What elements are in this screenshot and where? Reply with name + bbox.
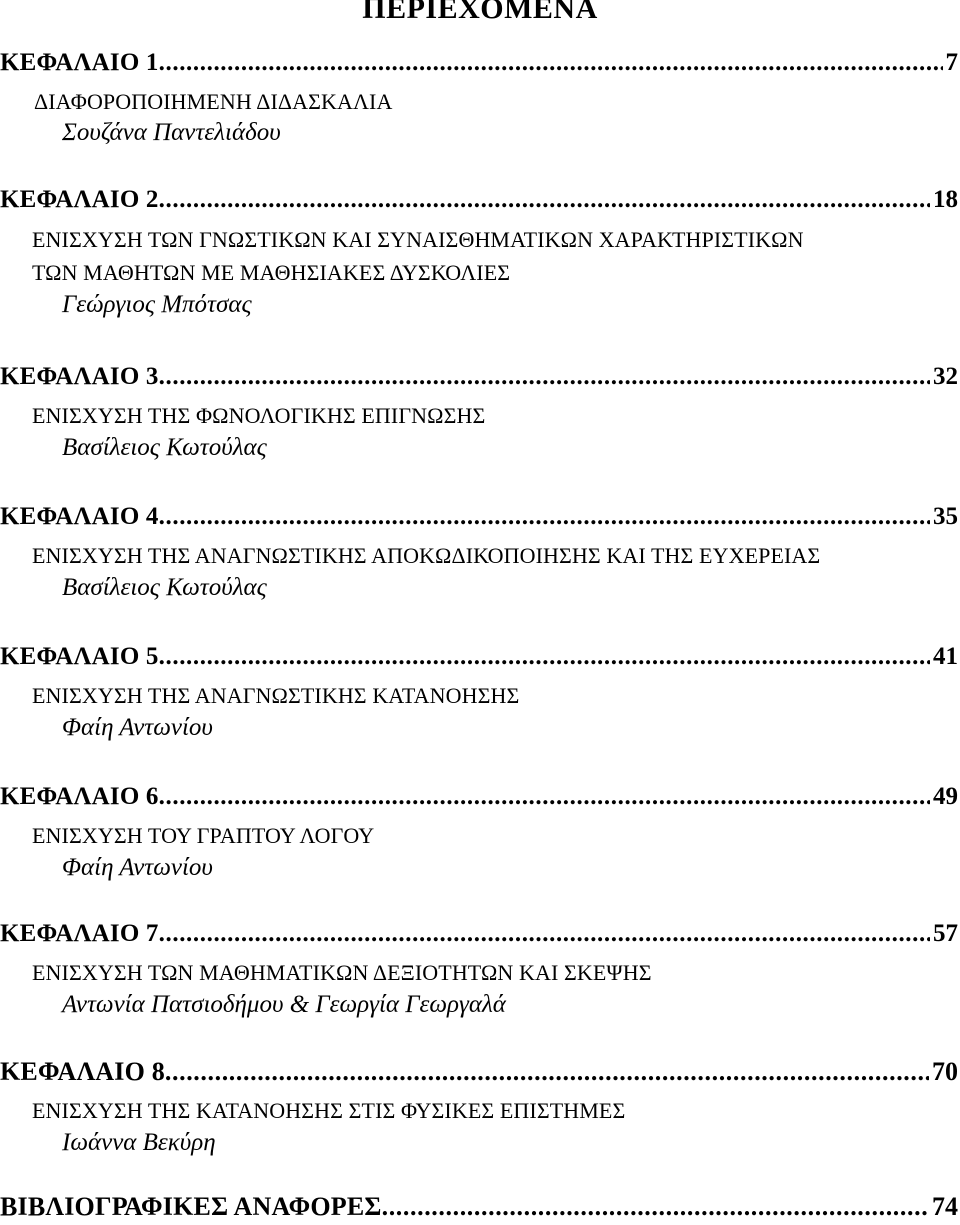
chapter-line-5[interactable] bbox=[0, 642, 958, 672]
chapter-author-3: Βασίλειος Κωτούλας bbox=[62, 434, 267, 461]
page-number-5: 41 bbox=[933, 643, 958, 670]
chapter-subtitle-1: ΔΙΑΦΟΡΟΠΟΙΗΜΕΝΗ ΔΙΔΑΣΚΑΛΙΑ bbox=[34, 89, 393, 114]
page-number-8: 70 bbox=[932, 1057, 958, 1086]
toc-entry-2 bbox=[0, 185, 960, 321]
dot-leader-3 bbox=[159, 362, 930, 392]
chapter-author-5: Φαίη Αντωνίου bbox=[62, 714, 213, 741]
chapter-subtitle-2-line-2: ΤΩΝ ΜΑΘΗΤΩΝ ΜΕ ΜΑΘΗΣΙΑΚΕΣ ΔΥΣΚΟΛΙΕΣ bbox=[32, 260, 511, 285]
chapter-label-4: ΚΕΦΑΛΑΙΟ 4 bbox=[0, 503, 159, 530]
toc-entry-3 bbox=[0, 362, 960, 464]
chapter-author-7: Αντωνία Πατσιοδήμου & Γεωργία Γεωργαλά bbox=[62, 991, 506, 1018]
chapter-author-6: Φαίη Αντωνίου bbox=[62, 854, 213, 881]
chapter-line-bibliography[interactable] bbox=[0, 1192, 958, 1222]
toc-entry-8 bbox=[0, 1057, 960, 1159]
chapter-line-6[interactable] bbox=[0, 782, 958, 812]
chapter-label-6: ΚΕΦΑΛΑΙΟ 6 bbox=[0, 783, 159, 810]
page-number-1: 7 bbox=[945, 49, 958, 76]
chapter-label-3: ΚΕΦΑΛΑΙΟ 3 bbox=[0, 363, 159, 390]
chapter-subtitle-2-line-1: ΕΝΙΣΧΥΣΗ ΤΩΝ ΓΝΩΣΤΙΚΩΝ ΚΑΙ ΣΥΝΑΙΣΘΗΜΑΤΙΚΩΝ ΧΑΡΑΚΤΗΡΙΣΤΙΚΩΝ bbox=[32, 227, 804, 252]
dot-leader-8 bbox=[165, 1057, 929, 1087]
toc-entry-6 bbox=[0, 782, 960, 884]
dot-leader-2 bbox=[159, 185, 930, 215]
page-number-bibliography: 74 bbox=[932, 1192, 958, 1221]
chapter-author-8: Ιωάννα Βεκύρη bbox=[62, 1129, 216, 1156]
dot-leader-7 bbox=[159, 919, 930, 949]
dot-leader-1 bbox=[159, 48, 943, 78]
chapter-subtitle-6: ΕΝΙΣΧΥΣΗ ΤΟΥ ΓΡΑΠΤΟΥ ΛΟΓΟΥ bbox=[32, 823, 375, 848]
page-number-3: 32 bbox=[933, 363, 958, 390]
toc-entry-5 bbox=[0, 642, 960, 744]
chapter-subtitle-5: ΕΝΙΣΧΥΣΗ ΤΗΣ ΑΝΑΓΝΩΣΤΙΚΗΣ ΚΑΤΑΝΟΗΣΗΣ bbox=[32, 683, 520, 708]
chapter-line-8[interactable] bbox=[0, 1057, 958, 1087]
chapter-label-7: ΚΕΦΑΛΑΙΟ 7 bbox=[0, 920, 159, 947]
chapter-subtitle-4: ΕΝΙΣΧΥΣΗ ΤΗΣ ΑΝΑΓΝΩΣΤΙΚΗΣ ΑΠΟΚΩΔΙΚΟΠΟΙΗΣΗΣ ΚΑΙ ΤΗΣ ΕΥΧΕΡΕΙΑΣ bbox=[32, 543, 821, 568]
dot-leader-4 bbox=[159, 502, 930, 532]
chapter-line-1[interactable] bbox=[0, 48, 958, 78]
chapter-label-1: ΚΕΦΑΛΑΙΟ 1 bbox=[0, 49, 159, 76]
toc-entry-7 bbox=[0, 919, 960, 1021]
chapter-label-2: ΚΕΦΑΛΑΙΟ 2 bbox=[0, 186, 159, 213]
chapter-label-8: ΚΕΦΑΛΑΙΟ 8 bbox=[0, 1057, 165, 1086]
toc-title: ΠΕΡΙΕΧΟΜΕΝΑ bbox=[362, 0, 598, 25]
dot-leader-bibliography bbox=[382, 1192, 929, 1222]
toc-entry-bibliography bbox=[0, 1192, 960, 1222]
dot-leader-5 bbox=[159, 642, 930, 672]
page-number-6: 49 bbox=[933, 783, 958, 810]
chapter-subtitle-3: ΕΝΙΣΧΥΣΗ ΤΗΣ ΦΩΝΟΛΟΓΙΚΗΣ ΕΠΙΓΝΩΣΗΣ bbox=[32, 403, 486, 428]
bibliography-label: ΒΙΒΛΙΟΓΡΑΦΙΚΕΣ ΑΝΑΦΟΡΕΣ bbox=[0, 1192, 382, 1221]
toc-entry-4 bbox=[0, 502, 960, 604]
chapter-label-5: ΚΕΦΑΛΑΙΟ 5 bbox=[0, 643, 159, 670]
chapter-subtitle-7: ΕΝΙΣΧΥΣΗ ΤΩΝ ΜΑΘΗΜΑΤΙΚΩΝ ΔΕΞΙΟΤΗΤΩΝ ΚΑΙ ΣΚΕΨΗΣ bbox=[32, 960, 652, 985]
chapter-line-4[interactable] bbox=[0, 502, 958, 532]
chapter-line-2[interactable] bbox=[0, 185, 958, 215]
chapter-subtitle-8: ΕΝΙΣΧΥΣΗ ΤΗΣ ΚΑΤΑΝΟΗΣΗΣ ΣΤΙΣ ΦΥΣΙΚΕΣ ΕΠΙΣΤΗΜΕΣ bbox=[32, 1098, 626, 1123]
chapter-author-2: Γεώργιος Μπότσας bbox=[62, 291, 252, 318]
dot-leader-6 bbox=[159, 782, 930, 812]
page-number-2: 18 bbox=[933, 186, 958, 213]
chapter-author-1: Σουζάνα Παντελιάδου bbox=[62, 119, 281, 146]
chapter-line-3[interactable] bbox=[0, 362, 958, 392]
chapter-line-7[interactable] bbox=[0, 919, 958, 949]
page-number-7: 57 bbox=[933, 920, 958, 947]
page-number-4: 35 bbox=[933, 503, 958, 530]
toc-entry-1 bbox=[0, 48, 960, 149]
chapter-author-4: Βασίλειος Κωτούλας bbox=[62, 574, 267, 601]
